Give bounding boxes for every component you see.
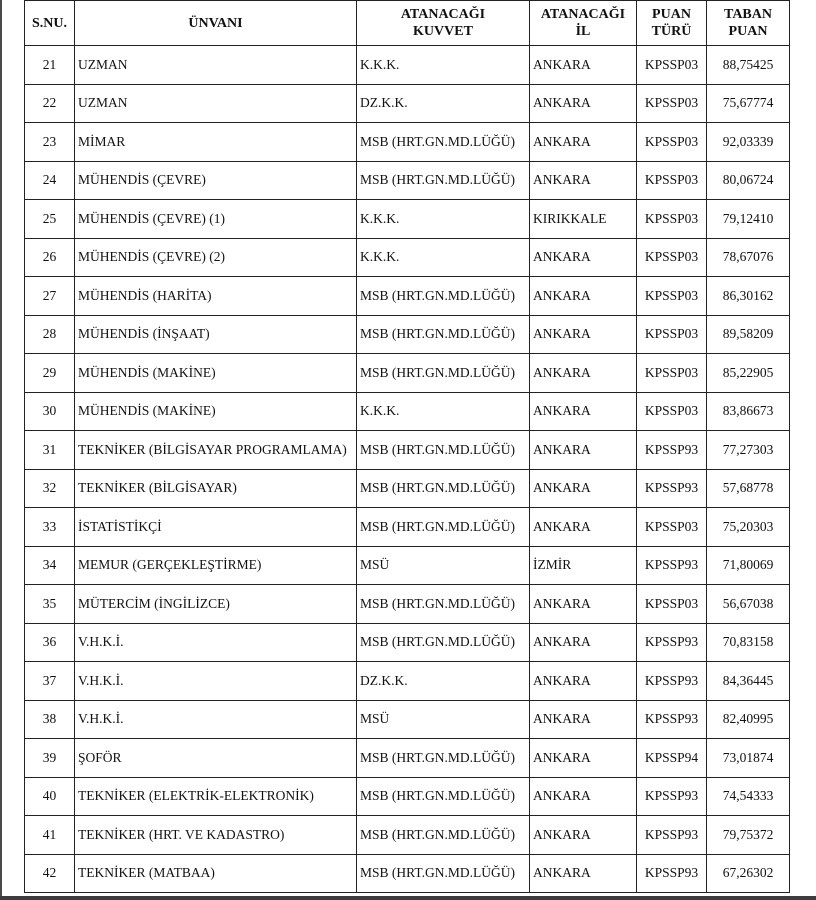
bottom-edge-border [0, 896, 816, 900]
cell-score-type: KPSSP03 [637, 354, 707, 393]
cell-title: TEKNİKER (MATBAA) [75, 854, 357, 893]
cell-title: MÜHENDİS (ÇEVRE) [75, 161, 357, 200]
header-title: ÜNVANI [75, 1, 357, 46]
cell-score-type: KPSSP03 [637, 84, 707, 123]
cell-force: MSB (HRT.GN.MD.LÜĞÜ) [357, 585, 530, 624]
header-score-line1: TABAN [724, 7, 772, 22]
cell-force: K.K.K. [357, 392, 530, 431]
header-row [25, 1, 790, 46]
header-score [707, 1, 790, 46]
table-row [25, 238, 790, 277]
cell-score-type: KPSSP03 [637, 200, 707, 239]
cell-city: İZMİR [530, 546, 637, 585]
cell-force: MSB (HRT.GN.MD.LÜĞÜ) [357, 623, 530, 662]
cell-force: MSB (HRT.GN.MD.LÜĞÜ) [357, 854, 530, 893]
cell-base-score: 85,22905 [707, 354, 790, 393]
cell-sno: 40 [25, 777, 75, 816]
cell-base-score: 57,68778 [707, 469, 790, 508]
cell-force: MSB (HRT.GN.MD.LÜĞÜ) [357, 315, 530, 354]
header-type [637, 1, 707, 46]
cell-title: V.H.K.İ. [75, 623, 357, 662]
table-row [25, 123, 790, 162]
cell-sno: 35 [25, 585, 75, 624]
cell-sno: 26 [25, 238, 75, 277]
cell-sno: 25 [25, 200, 75, 239]
cell-force: DZ.K.K. [357, 84, 530, 123]
cell-score-type: KPSSP03 [637, 277, 707, 316]
cell-base-score: 89,58209 [707, 315, 790, 354]
cell-city: ANKARA [530, 315, 637, 354]
table-row [25, 277, 790, 316]
header-score-line2: PUAN [728, 24, 768, 39]
header-force-line1: ATANACAĞI [400, 7, 486, 22]
table-row [25, 200, 790, 239]
cell-sno: 41 [25, 816, 75, 855]
cell-base-score: 83,86673 [707, 392, 790, 431]
cell-city: ANKARA [530, 585, 637, 624]
cell-base-score: 86,30162 [707, 277, 790, 316]
table-row [25, 854, 790, 893]
header-city-line2: İL [575, 24, 591, 39]
table-row [25, 469, 790, 508]
cell-city: ANKARA [530, 46, 637, 85]
cell-score-type: KPSSP03 [637, 123, 707, 162]
cell-sno: 22 [25, 84, 75, 123]
table-row [25, 816, 790, 855]
cell-score-type: KPSSP03 [637, 585, 707, 624]
cell-title: V.H.K.İ. [75, 662, 357, 701]
table-row [25, 84, 790, 123]
table-row [25, 161, 790, 200]
table-row [25, 46, 790, 85]
cell-score-type: KPSSP93 [637, 777, 707, 816]
table-row [25, 700, 790, 739]
cell-city: ANKARA [530, 161, 637, 200]
cell-score-type: KPSSP93 [637, 623, 707, 662]
table-row [25, 315, 790, 354]
cell-city: ANKARA [530, 469, 637, 508]
cell-base-score: 92,03339 [707, 123, 790, 162]
table-row [25, 508, 790, 547]
cell-force: K.K.K. [357, 238, 530, 277]
cell-base-score: 78,67076 [707, 238, 790, 277]
cell-city: ANKARA [530, 277, 637, 316]
cell-city: ANKARA [530, 508, 637, 547]
header-city-line1: ATANACAĞI [540, 7, 626, 22]
cell-city: ANKARA [530, 700, 637, 739]
cell-title: MEMUR (GERÇEKLEŞTİRME) [75, 546, 357, 585]
table-row [25, 585, 790, 624]
cell-base-score: 77,27303 [707, 431, 790, 470]
cell-base-score: 75,67774 [707, 84, 790, 123]
cell-score-type: KPSSP93 [637, 431, 707, 470]
cell-title: MÜHENDİS (ÇEVRE) (2) [75, 238, 357, 277]
cell-city: ANKARA [530, 623, 637, 662]
cell-sno: 23 [25, 123, 75, 162]
cell-title: V.H.K.İ. [75, 700, 357, 739]
cell-force: MSB (HRT.GN.MD.LÜĞÜ) [357, 816, 530, 855]
cell-base-score: 88,75425 [707, 46, 790, 85]
cell-force: MSÜ [357, 700, 530, 739]
cell-force: K.K.K. [357, 46, 530, 85]
cell-city: ANKARA [530, 816, 637, 855]
cell-score-type: KPSSP93 [637, 469, 707, 508]
cell-base-score: 84,36445 [707, 662, 790, 701]
cell-city: ANKARA [530, 739, 637, 778]
cell-sno: 28 [25, 315, 75, 354]
cell-city: ANKARA [530, 777, 637, 816]
cell-force: MSB (HRT.GN.MD.LÜĞÜ) [357, 277, 530, 316]
cell-sno: 39 [25, 739, 75, 778]
cell-sno: 34 [25, 546, 75, 585]
header-city [530, 1, 637, 46]
cell-force: MSB (HRT.GN.MD.LÜĞÜ) [357, 354, 530, 393]
cell-sno: 21 [25, 46, 75, 85]
cell-force: DZ.K.K. [357, 662, 530, 701]
table-row [25, 623, 790, 662]
cell-base-score: 75,20303 [707, 508, 790, 547]
cell-sno: 42 [25, 854, 75, 893]
cell-sno: 38 [25, 700, 75, 739]
cell-sno: 30 [25, 392, 75, 431]
cell-score-type: KPSSP93 [637, 816, 707, 855]
cell-score-type: KPSSP03 [637, 46, 707, 85]
cell-score-type: KPSSP93 [637, 700, 707, 739]
table-row [25, 354, 790, 393]
cell-sno: 33 [25, 508, 75, 547]
cell-title: TEKNİKER (HRT. VE KADASTRO) [75, 816, 357, 855]
cell-title: TEKNİKER (ELEKTRİK-ELEKTRONİK) [75, 777, 357, 816]
cell-base-score: 79,75372 [707, 816, 790, 855]
cell-score-type: KPSSP03 [637, 392, 707, 431]
cell-base-score: 73,01874 [707, 739, 790, 778]
cell-force: MSB (HRT.GN.MD.LÜĞÜ) [357, 161, 530, 200]
cell-title: MÜHENDİS (ÇEVRE) (1) [75, 200, 357, 239]
cell-base-score: 80,06724 [707, 161, 790, 200]
cell-sno: 29 [25, 354, 75, 393]
cell-city: ANKARA [530, 123, 637, 162]
cell-title: MÜTERCİM (İNGİLİZCE) [75, 585, 357, 624]
cell-force: K.K.K. [357, 200, 530, 239]
cell-base-score: 74,54333 [707, 777, 790, 816]
cell-base-score: 79,12410 [707, 200, 790, 239]
cell-title: MÜHENDİS (MAKİNE) [75, 354, 357, 393]
header-force-line2: KUVVET [413, 24, 473, 39]
cell-force: MSB (HRT.GN.MD.LÜĞÜ) [357, 123, 530, 162]
table-row [25, 662, 790, 701]
cell-force: MSB (HRT.GN.MD.LÜĞÜ) [357, 777, 530, 816]
cell-title: MÜHENDİS (HARİTA) [75, 277, 357, 316]
cell-score-type: KPSSP93 [637, 662, 707, 701]
table-row [25, 777, 790, 816]
cell-title: İSTATİSTİKÇİ [75, 508, 357, 547]
cell-score-type: KPSSP93 [637, 854, 707, 893]
cell-base-score: 71,80069 [707, 546, 790, 585]
cell-title: UZMAN [75, 84, 357, 123]
left-edge-border [0, 0, 2, 900]
cell-sno: 27 [25, 277, 75, 316]
cell-force: MSÜ [357, 546, 530, 585]
cell-title: MÜHENDİS (MAKİNE) [75, 392, 357, 431]
table-row [25, 546, 790, 585]
cell-title: MÜHENDİS (İNŞAAT) [75, 315, 357, 354]
cell-base-score: 56,67038 [707, 585, 790, 624]
cell-city: ANKARA [530, 238, 637, 277]
cell-city: KIRIKKALE [530, 200, 637, 239]
cell-title: MİMAR [75, 123, 357, 162]
table-body [25, 46, 790, 893]
cell-sno: 24 [25, 161, 75, 200]
table-row [25, 392, 790, 431]
cell-score-type: KPSSP03 [637, 238, 707, 277]
cell-title: TEKNİKER (BİLGİSAYAR PROGRAMLAMA) [75, 431, 357, 470]
cell-sno: 32 [25, 469, 75, 508]
header-type-line1: PUAN [652, 7, 691, 22]
cell-base-score: 82,40995 [707, 700, 790, 739]
cell-sno: 37 [25, 662, 75, 701]
cell-city: ANKARA [530, 431, 637, 470]
cell-score-type: KPSSP03 [637, 161, 707, 200]
cell-score-type: KPSSP03 [637, 508, 707, 547]
table-row [25, 431, 790, 470]
cell-force: MSB (HRT.GN.MD.LÜĞÜ) [357, 739, 530, 778]
cell-base-score: 67,26302 [707, 854, 790, 893]
table-row [25, 739, 790, 778]
cell-city: ANKARA [530, 854, 637, 893]
cell-score-type: KPSSP93 [637, 546, 707, 585]
positions-table [24, 0, 790, 893]
cell-city: ANKARA [530, 392, 637, 431]
cell-city: ANKARA [530, 84, 637, 123]
header-force [357, 1, 530, 46]
header-sno: S.NU. [25, 1, 75, 46]
cell-title: TEKNİKER (BİLGİSAYAR) [75, 469, 357, 508]
cell-city: ANKARA [530, 354, 637, 393]
cell-city: ANKARA [530, 662, 637, 701]
header-type-line2: TÜRÜ [651, 24, 692, 39]
cell-force: MSB (HRT.GN.MD.LÜĞÜ) [357, 508, 530, 547]
cell-title: ŞOFÖR [75, 739, 357, 778]
cell-sno: 36 [25, 623, 75, 662]
cell-force: MSB (HRT.GN.MD.LÜĞÜ) [357, 469, 530, 508]
cell-force: MSB (HRT.GN.MD.LÜĞÜ) [357, 431, 530, 470]
cell-title: UZMAN [75, 46, 357, 85]
cell-score-type: KPSSP94 [637, 739, 707, 778]
cell-base-score: 70,83158 [707, 623, 790, 662]
cell-score-type: KPSSP03 [637, 315, 707, 354]
cell-sno: 31 [25, 431, 75, 470]
